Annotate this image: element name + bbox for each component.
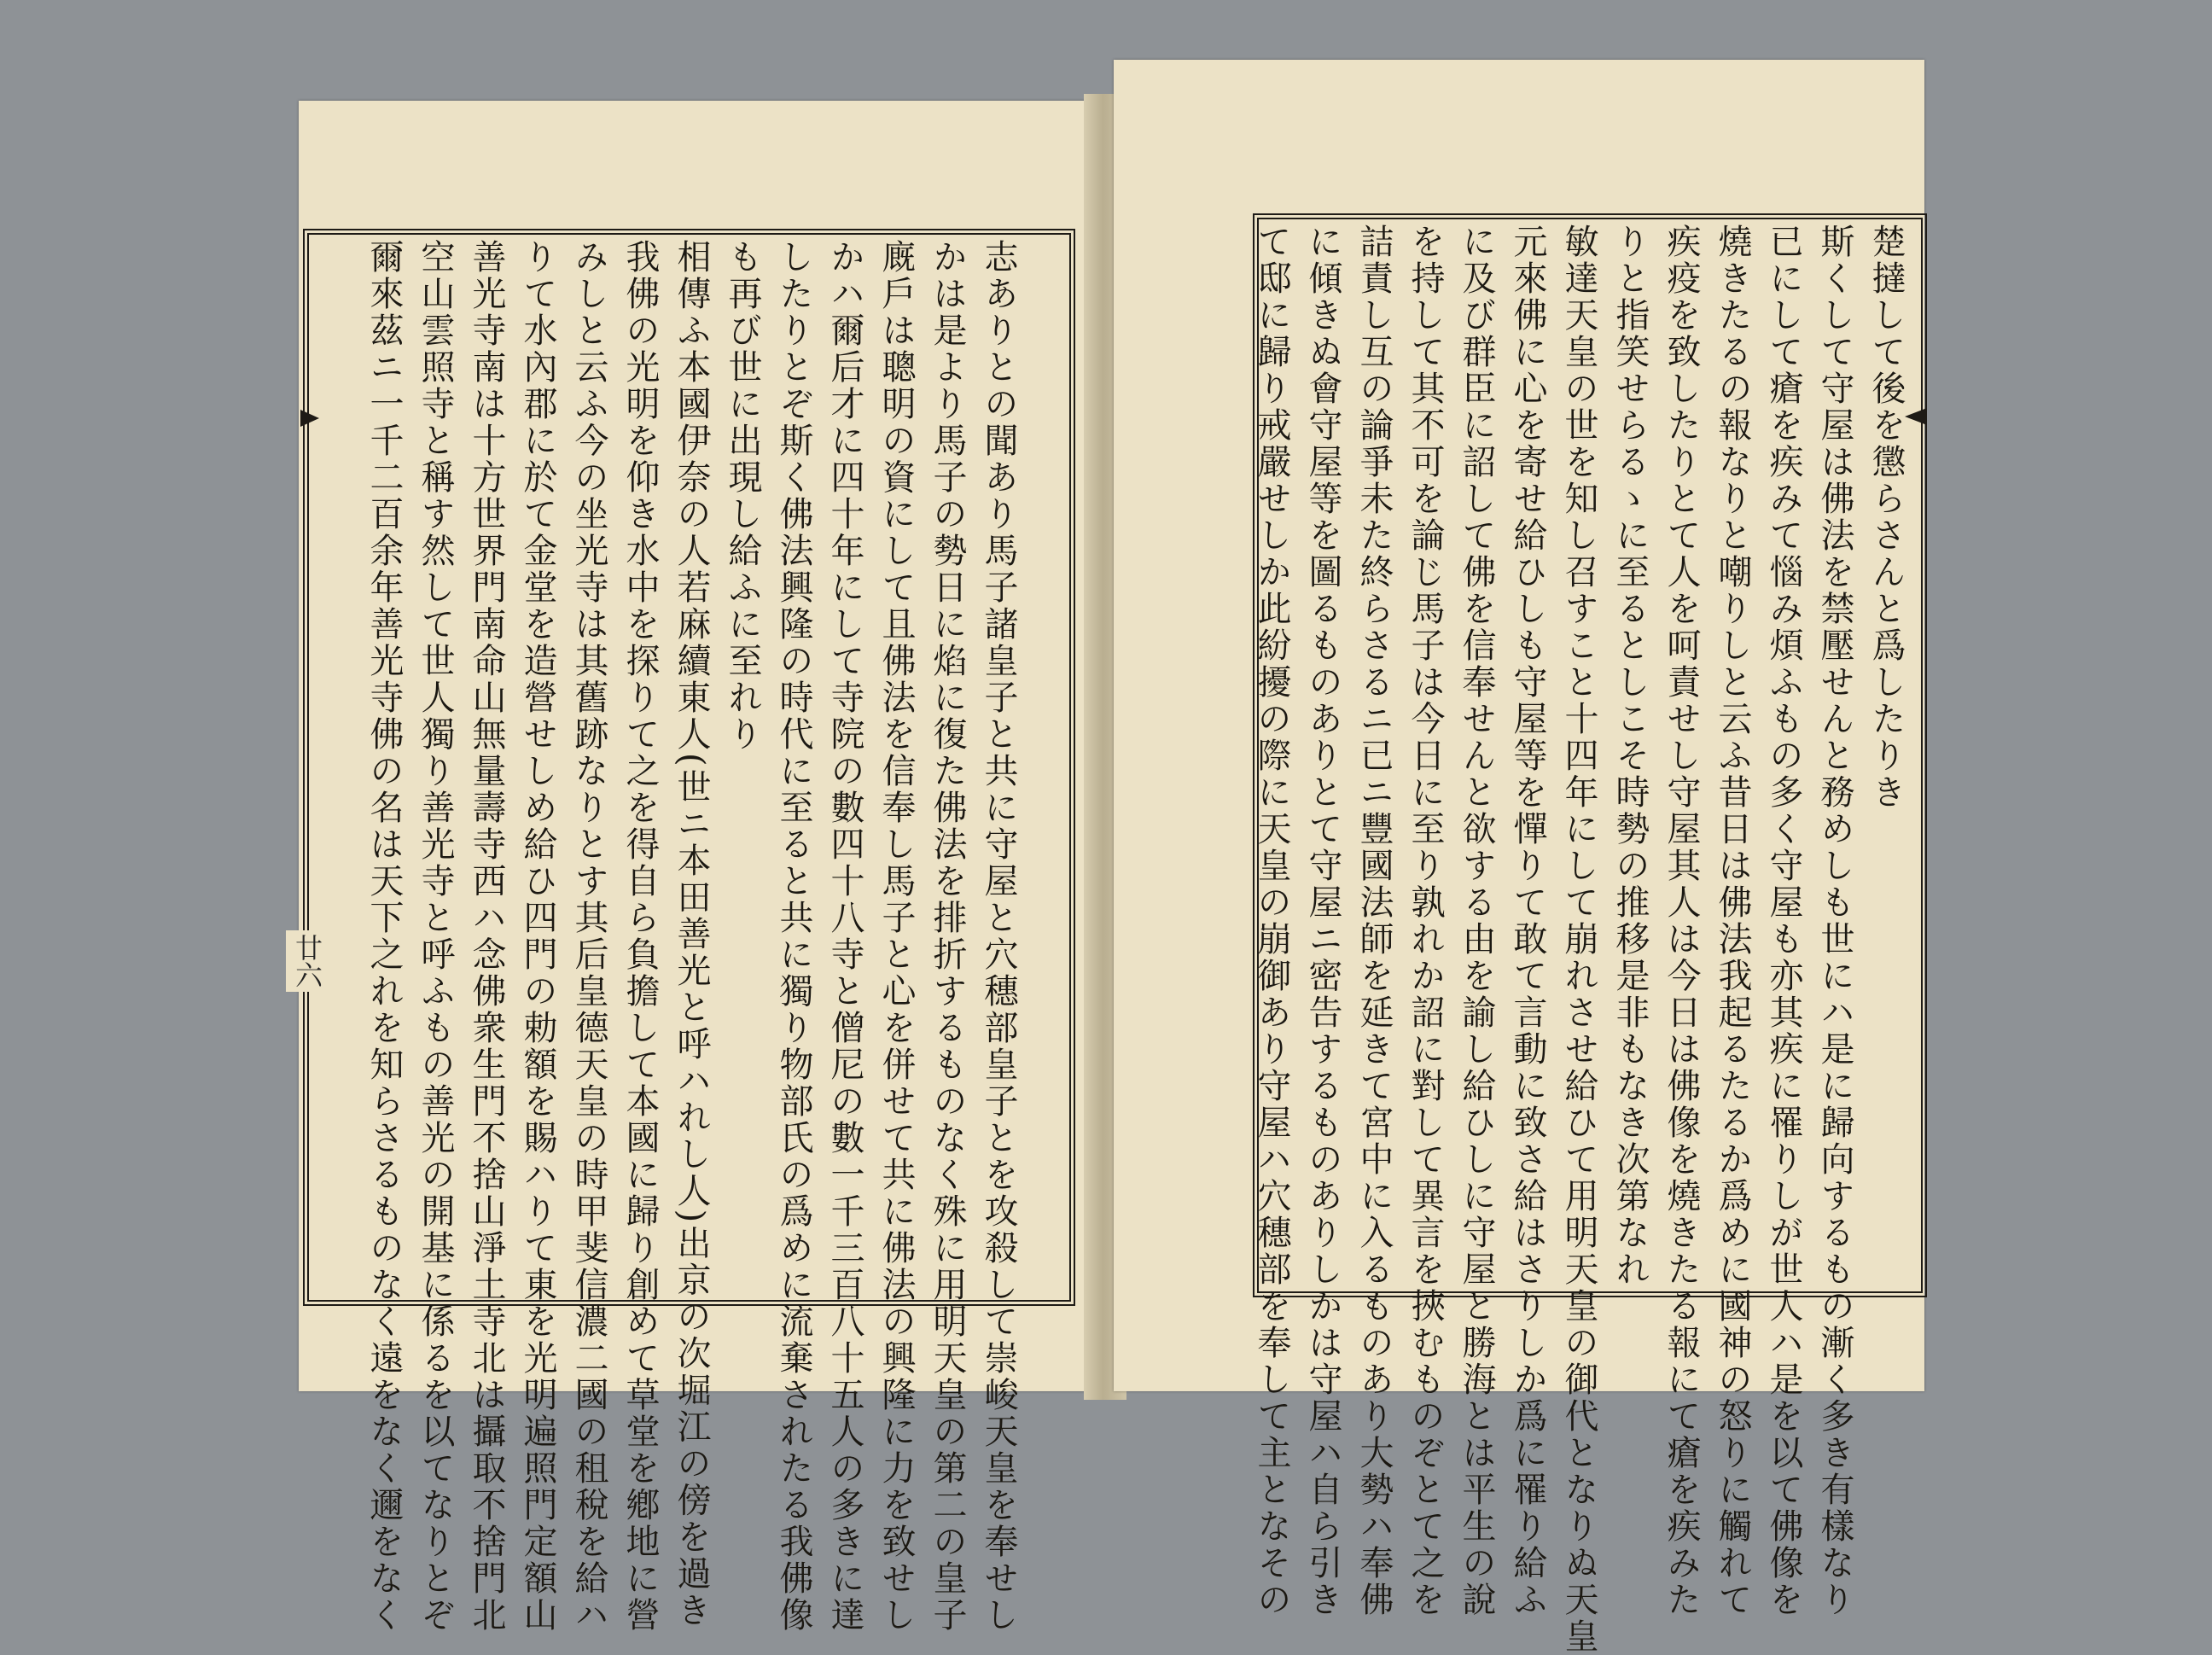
text-column: 已にして瘡を疾みて惱み煩ふもの多く守屋も亦其疾に罹りしが世人ハ是を以て佛像を	[1764, 224, 1803, 1618]
text-column: て邸に歸り戒嚴せしか此紛擾の際に天皇の崩御あり守屋ハ穴穗部を奉して主となその	[1252, 224, 1291, 1618]
text-column: 空山雲照寺と稱す然して世人獨り善光寺と呼ふもの善光の開基に係るを以てなりとぞ	[416, 239, 455, 1634]
text-column: 敏達天皇の世を知し召すこと十四年にして崩れさせ給ひて用明天皇の御代となりぬ天皇	[1559, 224, 1598, 1655]
ink-show-through	[1126, 239, 1263, 1263]
text-column: 我佛の光明を仰き水中を探りて之を得自ら負擔して本國に歸り創めて草堂を鄕地に營	[620, 239, 660, 1634]
text-column: 相傳ふ本國伊奈の人若麻續東人(世ニ本田善光と呼ハれし人)出京の次堀江の傍を過き	[672, 239, 711, 1629]
text-column: 斯くして守屋は佛法を禁壓せんと務めしも世にハ是に歸向するもの漸く多き有樣なり	[1815, 224, 1854, 1618]
text-column: 元來佛に心を寄せ給ひしも守屋等を憚りて敢て言動に致さ給はさりしか爲に罹り給ふ	[1508, 224, 1547, 1618]
text-column: みしと云ふ今の坐光寺は其舊跡なりとす其后皇德天皇の時甲斐信濃二國の租稅を給ハ	[569, 239, 608, 1634]
text-column: に傾きぬ會守屋等を圖るものありとて守屋ニ密告するものありしかは守屋ハ自ら引き	[1303, 224, 1342, 1618]
text-column: りと指笑せらるゝに至るとしこそ時勢の推移是非もなき次第なれ	[1610, 224, 1650, 1288]
text-column: に及び群臣に詔して佛を信奉せんと欲する由を諭し給ひしに守屋と勝海とは平生の說	[1457, 224, 1496, 1618]
left-page-body	[316, 239, 1024, 1634]
text-column: も再び世に出現し給ふに至れり	[723, 239, 762, 753]
text-column: かハ爾后才に四十年にして寺院の數四十八寺と僧尼の數一千三百八十五人の多きに達	[825, 239, 864, 1634]
text-column: 楚撻して後を懲らさんと爲したりき	[1866, 224, 1906, 811]
text-column: 廐戶は聰明の資にして且佛法を信奉し馬子と心を併せて共に佛法の興隆に力を致せし	[876, 239, 916, 1634]
text-column: 志ありとの聞あり馬子諸皇子と共に守屋と穴穗部皇子とを攻殺して崇峻天皇を奉せし	[979, 239, 1018, 1634]
text-column: 善光寺南は十方世界門南命山無量壽寺西ハ念佛衆生門不捨山淨土寺北は攝取不捨門北	[467, 239, 506, 1634]
page-number: 廿六	[286, 930, 329, 992]
text-column: 詰責し互の論爭未た終らさるニ已ニ豐國法師を延きて宮中に入るものあり大勢ハ奉佛	[1354, 224, 1394, 1618]
text-column: を持して其不可を論じ馬子は今日に至り孰れか詔に對して異言を挾むものぞとて之を	[1406, 224, 1445, 1618]
text-column: 燒きたるの報なりと嘲りしと云ふ昔日は佛法我起るたるか爲めに國神の怒りに觸れて	[1713, 224, 1752, 1618]
right-page-body	[1252, 224, 1912, 1655]
text-column: 爾來茲ニ一千二百余年善光寺佛の名は天下之れを知らさるものなく遠をなく邇をなく	[364, 239, 404, 1634]
text-column: かは是より馬子の勢日に焰に復た佛法を排折するものなく殊に用明天皇の第二の皇子	[928, 239, 967, 1634]
text-column: したりとぞ斯く佛法興隆の時代に至ると共に獨り物部氏の爲めに流棄されたる我佛像	[774, 239, 813, 1634]
text-column: 疾疫を致したりとて人を呵責せし守屋其人は今日は佛像を燒きたる報にて瘡を疾みた	[1662, 224, 1701, 1618]
text-column: りて水內郡に於て金堂を造營せしめ給ひ四門の勅額を賜ハりて東を光明遍照門定額山	[518, 239, 557, 1634]
